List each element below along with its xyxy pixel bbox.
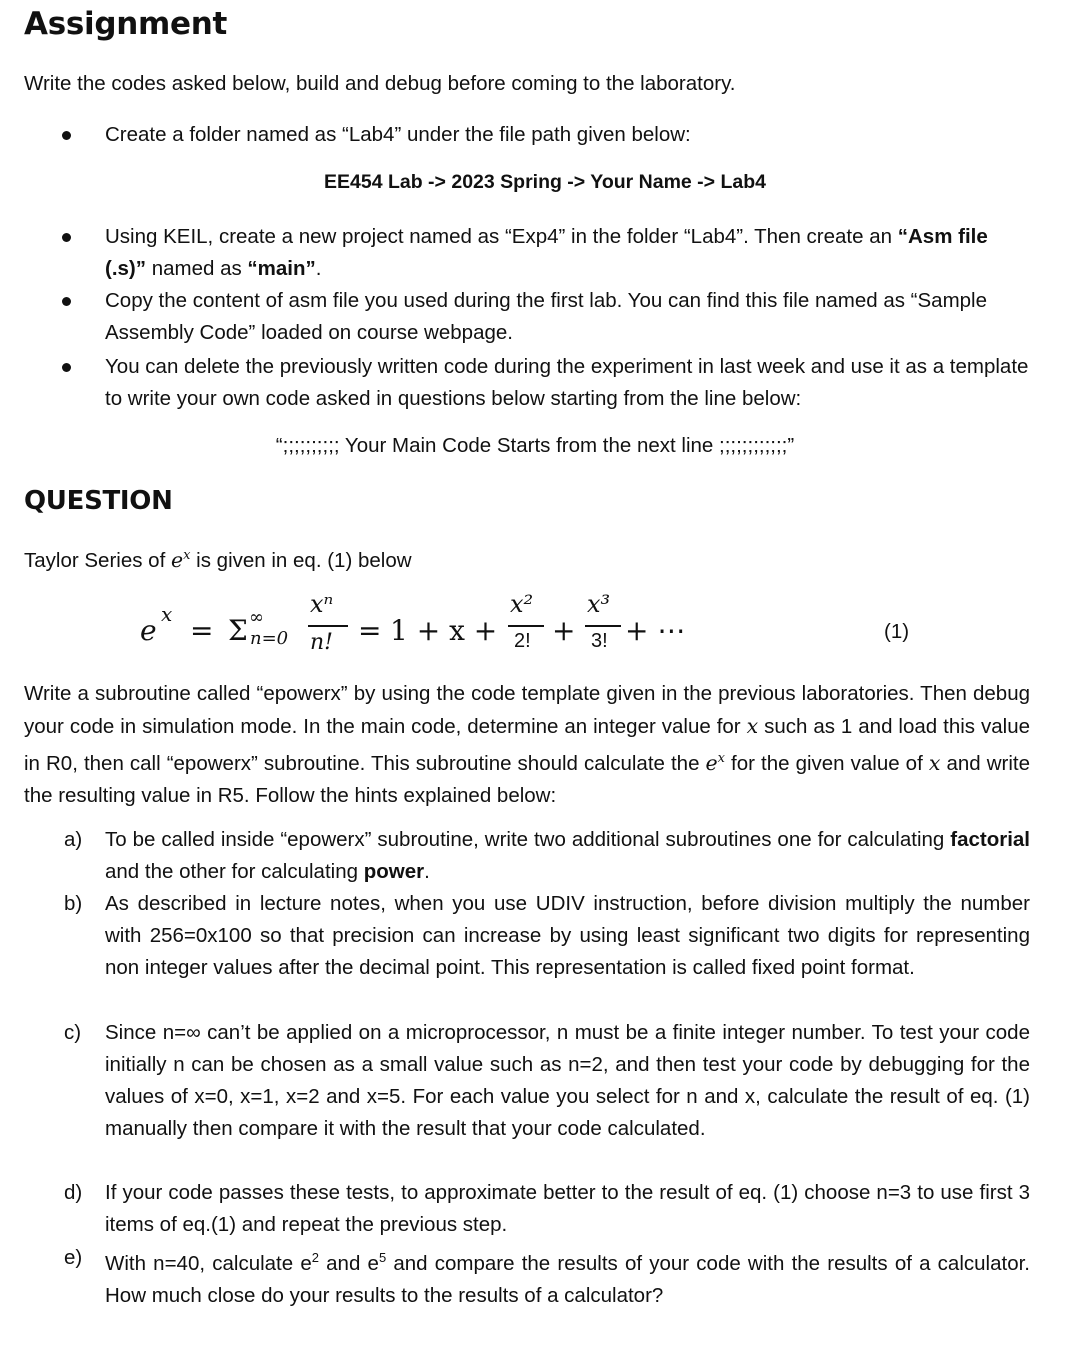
eq-frac1-num: xⁿ — [310, 590, 334, 618]
hint-text: If your code passes these tests, to approximate better to the result of eq. (1) choose n=3 to use first 3 items of eq.(1) and repeat the previous step. — [105, 1181, 1030, 1236]
hint-text: Since n=∞ can’t be applied on a microprocessor, n must be a finite integer number. To test your code initially n can be chosen as a small value such as n=2, and then test your code by debugging for the values of x=0, x=1, x=2 and x=5. For each value you select for n and x, calculate the result of eq. (1) manually then compare it with the result that your code calculated. — [105, 1021, 1030, 1140]
question-body: Write a subroutine called “epowerx” by using the code template given in the previous laboratories. Then debug your code in simulation mode. In the main code, determine an integer value for x such as 1 and load this value in R0, then call “epowerx” subroutine. This subroutine should calculate the $e^x$ for the given value of x and write the resulting value in R5. Follow the hints explained below: — [24, 682, 1030, 807]
eq-frac1-den: n! — [310, 630, 334, 655]
bullet-dot — [62, 363, 71, 372]
eq-lhs-exp: x — [161, 602, 173, 626]
bullet-text: Using KEIL, create a new project named as “Exp4” in the folder “Lab4”. Then create an “Asm file (.s)” named as “main”. — [105, 225, 988, 280]
equation-label: (1) — [884, 620, 910, 643]
eq-frac2-line — [508, 625, 544, 627]
eq-sum-upper: ∞ — [249, 607, 264, 628]
intro-text: Write the codes asked below, build and debug before coming to the laboratory. — [24, 72, 736, 95]
bullet-dot — [62, 297, 71, 306]
eq-frac3-num: x³ — [587, 590, 611, 618]
eq-frac3-den: 3! — [591, 630, 608, 652]
assignment-heading: Assignment — [24, 6, 227, 42]
eq-frac2-num: x² — [510, 590, 534, 618]
eq-frac3-line — [585, 625, 621, 627]
eq-equals2: = — [358, 614, 382, 647]
eq-frac2-den: 2! — [514, 630, 531, 652]
eq-frac1-line — [308, 625, 348, 627]
hint-text: With n=40, calculate $e^2$ and $e^5$ and compare the results of your code with the results of a calculator. How much close do your results to the results of a calculator? — [105, 1250, 1030, 1307]
code-start-line: “;;;;;;;;;; Your Main Code Starts from the next line ;;;;;;;;;;;;” — [275, 434, 795, 457]
hint-text: To be called inside “epowerx” subroutine, write two additional subroutines one for calculating factorial and the other for calculating power. — [105, 828, 1030, 883]
eq-series-start: 1 + x + — [390, 614, 498, 647]
taylor-intro: Taylor Series of $e^x$ is given in eq. (1) below — [24, 547, 412, 572]
hint-label: d) — [64, 1181, 83, 1204]
file-path: EE454 Lab -> 2023 Spring -> Your Name -> Lab4 — [324, 171, 766, 193]
hint-label: c) — [64, 1021, 82, 1044]
eq-sigma: Σ — [228, 614, 248, 647]
bullet-dot — [62, 131, 71, 140]
bullet-text: You can delete the previously written code during the experiment in last week and use it as a template to write your own code asked in questions below starting from the line below: — [105, 355, 1029, 410]
question-heading: QUESTION — [24, 486, 173, 516]
bullet-text: Create a folder named as “Lab4” under the file path given below: — [105, 123, 691, 146]
hint-label: e) — [64, 1246, 83, 1269]
hint-label: b) — [64, 892, 83, 915]
hint-label: a) — [64, 828, 83, 851]
bullet-text: Copy the content of asm file you used during the first lab. You can find this file named as “Sample Assembly Code” loaded on course webpage. — [105, 289, 988, 344]
bullet-dot — [62, 233, 71, 242]
eq-sum-lower: n=0 — [250, 628, 289, 649]
eq-lhs-base: e — [140, 614, 157, 647]
hint-text: As described in lecture notes, when you use UDIV instruction, before division multiply the number with 256=0x100 so that precision can increase by using least significant two digits for representing non integer values after the decimal point. This representation is called fixed point format. — [105, 892, 1030, 979]
eq-equals: = — [190, 614, 214, 647]
eq-tail: + ⋯ — [625, 614, 686, 647]
eq-plus: + — [552, 614, 576, 647]
